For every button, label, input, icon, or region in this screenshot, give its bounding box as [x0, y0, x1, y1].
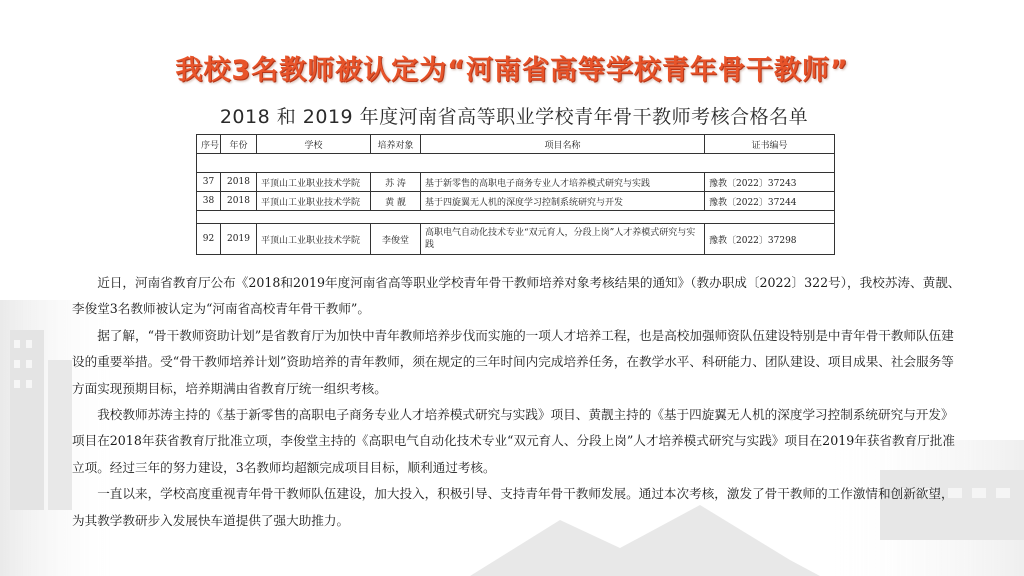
cell-name: 苏 涛 — [371, 173, 421, 192]
cell-project: 基于新零售的高职电子商务专业人才培养模式研究与实践 — [421, 173, 705, 192]
header-cell: 证书编号 — [705, 135, 835, 154]
cell-school: 平顶山工业职业技术学院 — [257, 224, 371, 255]
cell-cert-no: 豫教〔2022〕37244 — [705, 192, 835, 211]
cell-name: 黄 靓 — [371, 192, 421, 211]
cell-school: 平顶山工业职业技术学院 — [257, 192, 371, 211]
cell-index: 37 — [197, 173, 221, 192]
table-caption: 2018 和 2019 年度河南省高等职业学校青年骨干教师考核合格名单 — [219, 106, 809, 128]
cell-year: 2018 — [221, 192, 257, 211]
table-row — [197, 192, 835, 211]
paragraph: 一直以来，学校高度重视青年骨干教师队伍建设，加大投入，积极引导、支持青年骨干教师发展。通过本次考核，激发了骨干教师的工作激情和创新欲望，为其教学教研步入发展快车道提供了强大助推力。 — [72, 486, 954, 528]
cell-name: 李俊堂 — [371, 224, 421, 255]
cell-index: 92 — [197, 224, 221, 255]
article-body — [72, 270, 962, 534]
cell-school: 平顶山工业职业技术学院 — [257, 173, 371, 192]
certificate-list-image — [188, 98, 840, 258]
header-cell: 项目名称 — [421, 135, 705, 154]
paragraph: 据了解，“骨干教师资助计划”是省教育厅为加快中青年教师培养步伐而实施的一项人才培养工程，也是高校加强师资队伍建设特别是中青年骨干教师队伍建设的重要举措。受“骨干教师培养计划”资助培养的青年教师，须在规定的三年时间内完成培养任务，在教学水平、科研能力、团队建设、项目成果、社会服务等方面实现预期目标，培养期满由省教育厅统一组织考核。 — [72, 327, 954, 396]
cell-project: 基于四旋翼无人机的深度学习控制系统研究与开发 — [421, 192, 705, 211]
table-row — [197, 224, 835, 255]
cell-year: 2018 — [221, 173, 257, 192]
header-cell: 序号 — [197, 135, 221, 154]
header-cell: 培养对象 — [371, 135, 421, 154]
table-row — [197, 173, 835, 192]
cell-index: 38 — [197, 192, 221, 211]
cell-cert-no: 豫教〔2022〕37298 — [705, 224, 835, 255]
page-title: 我校3名教师被认定为“河南省高等学校青年骨干教师” — [175, 55, 849, 86]
cell-year: 2019 — [221, 224, 257, 255]
cell-cert-no: 豫教〔2022〕37243 — [705, 173, 835, 192]
certificate-table — [196, 134, 835, 255]
paragraph: 近日，河南省教育厅公布《2018和2019年度河南省高等职业学校青年骨干教师培养对象考核结果的通知》（教办职成〔2022〕322号），我校苏涛、黄靓、李俊堂3名教师被认定为“河南省高校青年骨干教师”。 — [72, 275, 961, 317]
header-cell: 学校 — [257, 135, 371, 154]
cell-project: 高职电气自动化技术专业“双元育人，分段上岗”人才养模式研究与实践 — [421, 224, 705, 255]
table-header-row — [197, 135, 835, 154]
paragraph: 我校教师苏涛主持的《基于新零售的高职电子商务专业人才培养模式研究与实践》项目、黄靓主持的《基于四旋翼无人机的深度学习控制系统研究与开发》项目在2018年获省教育厅批准立项，李俊堂主持的《高职电气自动化技术专业“双元育人、分段上岗”人才培养模式研究与实践》项目在2019年获省教育厅批准立项。经过三年的努力建设，3名教师均超额完成项目目标，顺利通过考核。 — [72, 407, 955, 475]
header-cell: 年份 — [221, 135, 257, 154]
